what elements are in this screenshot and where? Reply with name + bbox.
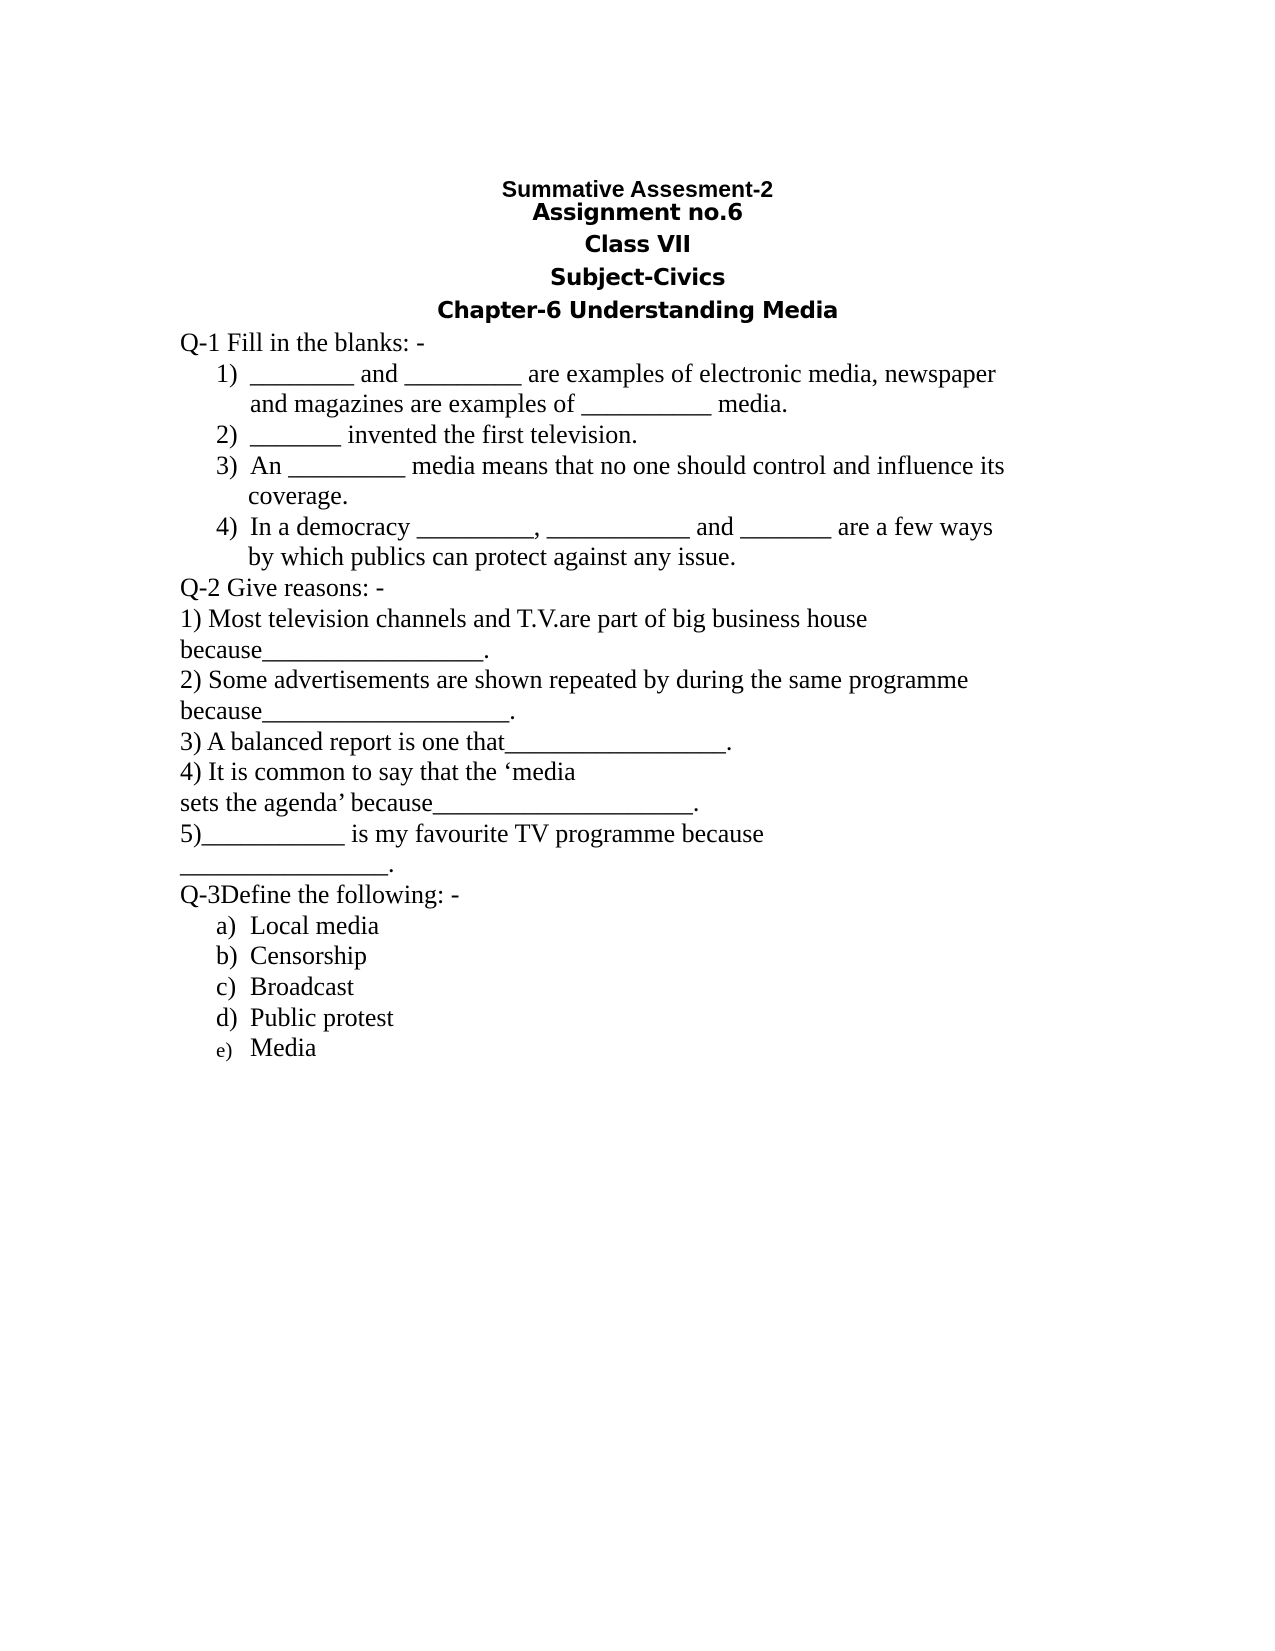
q2-line: 2) Some advertisements are shown repeated by during the same programme — [180, 665, 969, 694]
q1-item-text: In a democracy _________, ___________ and _______ are a few ways — [250, 512, 993, 541]
q2-line: ________________. — [180, 849, 395, 878]
q1-heading: Q-1 Fill in the blanks: - — [180, 328, 425, 357]
q2-line: sets the agenda’ because____________________. — [180, 788, 700, 817]
q1-item-number: 1) — [216, 359, 238, 388]
q2-line: because_________________. — [180, 635, 490, 664]
q3-item-letter: c) — [216, 972, 237, 1001]
q3-item-letter: a) — [216, 911, 237, 940]
q2-line: because___________________. — [180, 696, 516, 725]
q1-item-text: _______ invented the first television. — [250, 420, 638, 449]
q3-item-term: Media — [250, 1033, 317, 1062]
q1-item-text-continued: by which publics can protect against any issue. — [248, 542, 737, 571]
q1-item-text-continued: and magazines are examples of __________ media. — [250, 389, 788, 418]
q2-line: 1) Most television channels and T.V.are part of big business house — [180, 604, 868, 633]
subject-label: Subject-Civics — [549, 265, 726, 291]
q3-item-term: Public protest — [250, 1003, 394, 1032]
class-label: Class VII — [584, 232, 691, 258]
q2-heading: Q-2 Give reasons: - — [180, 573, 385, 602]
q1-item-text: An _________ media means that no one should control and influence its — [250, 451, 1005, 480]
q1-item-number: 2) — [216, 420, 238, 449]
q3-item-term: Censorship — [250, 941, 367, 970]
q3-item-term: Broadcast — [250, 972, 354, 1001]
q1-item-text-continued: coverage. — [248, 481, 349, 510]
q3-item-letter: e) — [216, 1038, 233, 1062]
q2-line: 5)___________ is my favourite TV programme because — [180, 819, 764, 848]
assignment-number: Assignment no.6 — [532, 200, 743, 226]
q1-item-number: 3) — [216, 451, 238, 480]
q3-item-letter: b) — [216, 941, 238, 970]
assessment-title: Summative Assesment-2 — [501, 176, 774, 202]
q3-item-letter: d) — [216, 1003, 238, 1032]
q2-line: 3) A balanced report is one that_________________. — [180, 727, 733, 756]
q3-heading: Q-3Define the following: - — [180, 880, 460, 909]
q2-line: 4) It is common to say that the ‘media — [180, 757, 576, 786]
q1-item-text: ________ and _________ are examples of electronic media, newspaper — [250, 359, 996, 388]
chapter-title: Chapter-6 Understanding Media — [437, 298, 838, 324]
q3-item-term: Local media — [250, 911, 380, 940]
q1-item-number: 4) — [216, 512, 238, 541]
